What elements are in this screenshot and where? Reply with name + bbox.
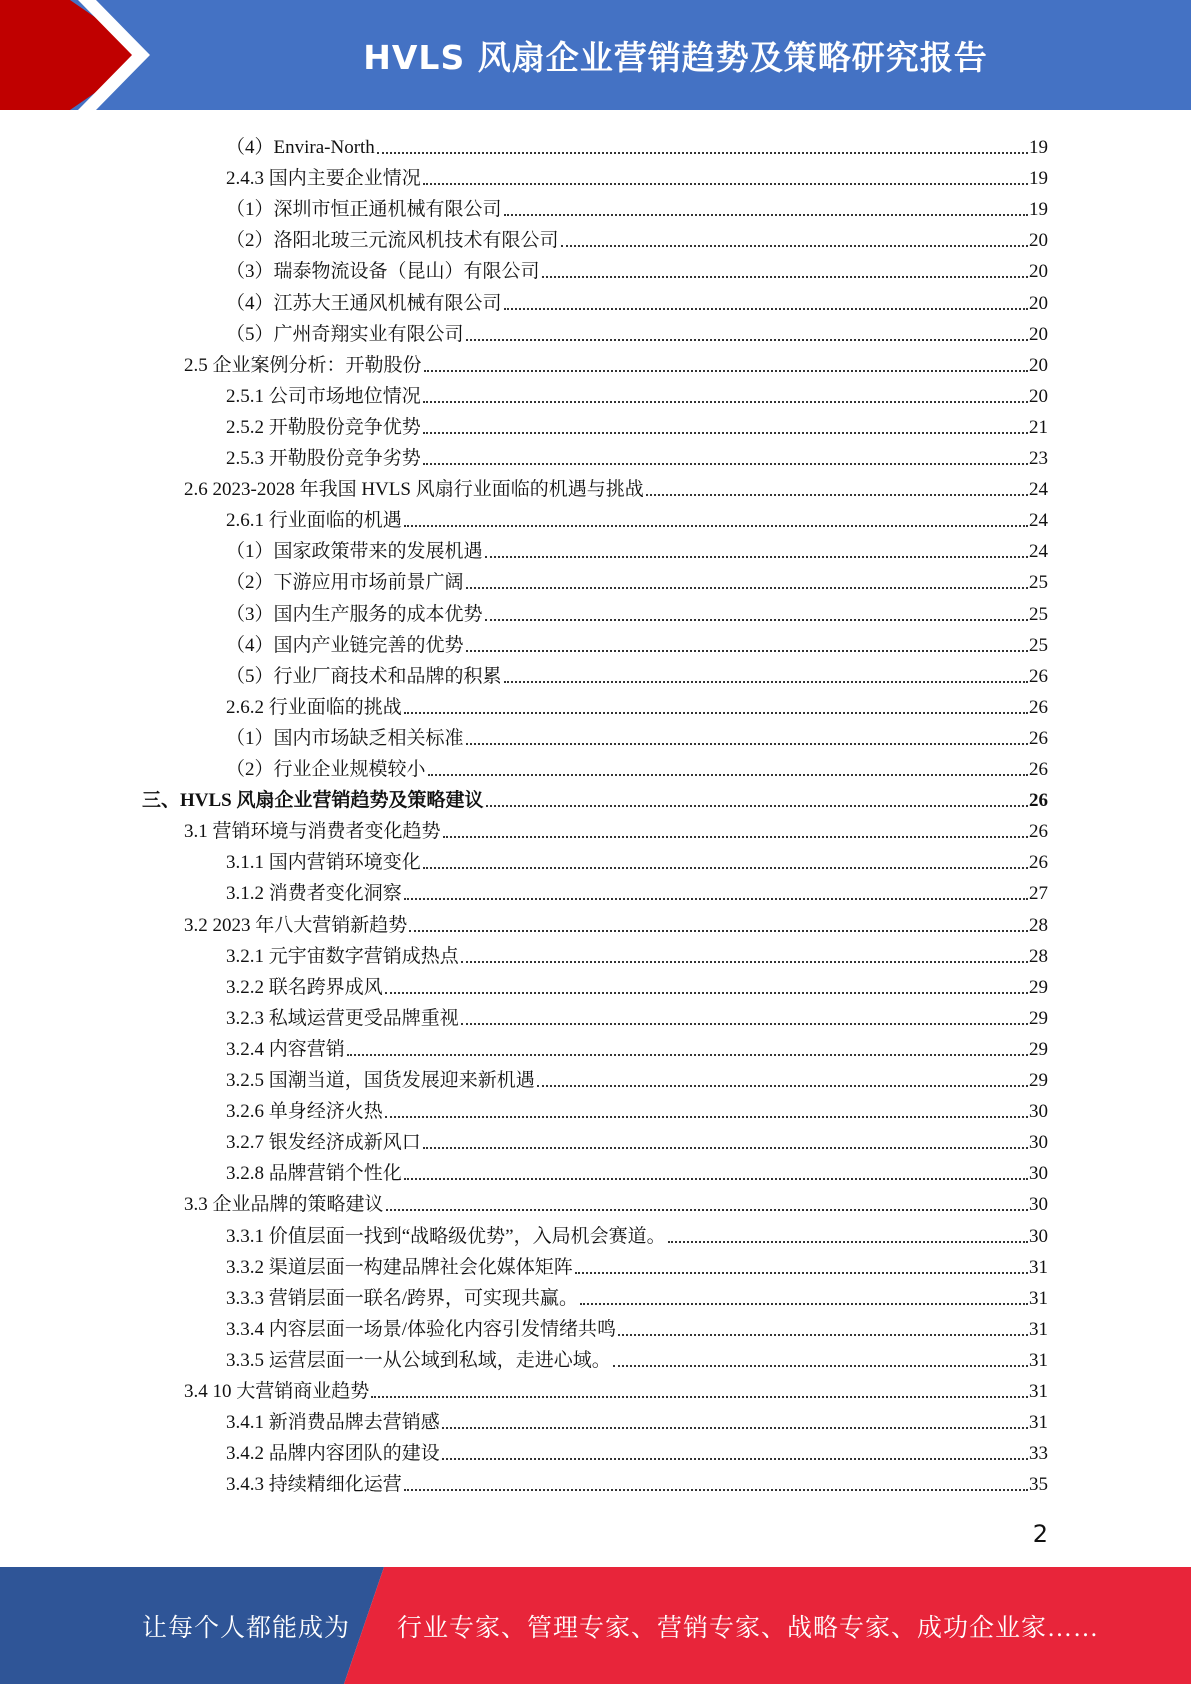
toc-entry[interactable]: [226, 843, 1048, 874]
toc-dot-leader: [428, 774, 1028, 776]
toc-entry-page: 25: [1029, 603, 1048, 625]
toc-entry[interactable]: [226, 1248, 1048, 1279]
toc-entry[interactable]: [226, 719, 1048, 750]
toc-dot-leader: [618, 1334, 1028, 1336]
toc-entry-title: 3.2.7 银发经济成新风口: [226, 1132, 421, 1154]
toc-entry-page: 26: [1029, 852, 1048, 874]
toc-entry-page: 20: [1029, 323, 1048, 345]
toc-entry-title: （2）下游应用市场前景广阔: [226, 572, 464, 594]
toc-entry[interactable]: [226, 439, 1048, 470]
toc-entry[interactable]: [226, 190, 1048, 221]
toc-dot-leader: [537, 1085, 1028, 1087]
toc-entry-page: 29: [1029, 1007, 1048, 1029]
toc-entry[interactable]: [226, 1279, 1048, 1310]
toc-entry-title: 2.6.2 行业面临的挑战: [226, 696, 402, 718]
toc-dot-leader: [561, 245, 1028, 247]
toc-entry[interactable]: [226, 128, 1048, 159]
toc-dot-leader: [668, 1241, 1028, 1243]
toc-dot-leader: [377, 152, 1028, 154]
toc-entry[interactable]: [226, 315, 1048, 346]
toc-entry-title: 3.3 企业品牌的策略建议: [184, 1194, 384, 1216]
toc-entry[interactable]: [226, 968, 1048, 999]
toc-entry-title: 3.3.1 价值层面一找到“战略级优势”，入局机会赛道。: [226, 1225, 666, 1247]
toc-entry-title: （2）行业企业规模较小: [226, 759, 426, 780]
toc-dot-leader: [424, 370, 1028, 372]
toc-entry-page: 20: [1029, 385, 1048, 407]
toc-entry-title: 3.3.3 营销层面一联名/跨界，可实现共赢。: [226, 1287, 579, 1309]
toc-entry-title: （4）国内产业链完善的优势: [226, 634, 464, 656]
toc-entry-title: （2）洛阳北玻三元流风机技术有限公司: [226, 230, 559, 252]
toc-entry-title: 3.1.1 国内营销环境变化: [226, 852, 421, 874]
toc-entry-title: 2.5.2 开勒股份竞争优势: [226, 416, 421, 438]
toc-dot-leader: [486, 805, 1029, 807]
toc-entry-page: 30: [1029, 1132, 1048, 1154]
toc-entry-title: （5）广州奇翔实业有限公司: [226, 323, 464, 345]
toc-entry-page: 26: [1029, 696, 1048, 718]
toc-entry-title: （5）行业厂商技术和品牌的积累: [226, 665, 502, 687]
toc-entry[interactable]: [184, 812, 1048, 843]
page-number: 2: [1032, 1520, 1048, 1548]
toc-entry-title: 3.2.4 内容营销: [226, 1038, 345, 1060]
toc-dot-leader: [404, 712, 1028, 714]
toc-entry-page: 35: [1029, 1474, 1048, 1496]
toc-dot-leader: [466, 650, 1028, 652]
page-header: [0, 0, 1191, 110]
toc-entry-page: 26: [1029, 665, 1048, 687]
toc-entry-page: 20: [1029, 261, 1048, 283]
toc-entry-title: 2.5.3 开勒股份竞争劣势: [226, 448, 421, 469]
toc-dot-leader: [613, 1365, 1028, 1367]
toc-entry[interactable]: [226, 1434, 1048, 1465]
toc-entry-title: 3.1.2 消费者变化洞察: [226, 883, 402, 905]
toc-dot-leader: [423, 432, 1028, 434]
toc-entry[interactable]: [226, 750, 1048, 781]
toc-entry[interactable]: [226, 408, 1048, 439]
toc-entry-title: 3.3.4 内容层面一场景/体验化内容引发情绪共鸣: [226, 1318, 617, 1340]
toc-entry-page: 31: [1029, 1318, 1048, 1340]
toc-entry-title: 三、HVLS 风扇企业营销趋势及策略建议: [142, 790, 484, 812]
footer-slogan-left: 让每个人都能成为: [142, 1614, 351, 1642]
toc-dot-leader: [542, 276, 1028, 278]
toc-dot-leader: [485, 556, 1028, 558]
toc-entry-page: 31: [1029, 1412, 1048, 1434]
toc-entry-title: 3.4 10 大营销商业趋势: [184, 1381, 370, 1402]
toc-entry-page: 31: [1029, 1287, 1048, 1309]
page-footer: [0, 1567, 1191, 1684]
toc-entry-page: 20: [1029, 230, 1048, 252]
toc-entry-title: 3.4.2 品牌内容团队的建设: [226, 1443, 440, 1465]
toc-entry-title: （1）国内市场缺乏相关标准: [226, 727, 464, 749]
toc-entry[interactable]: [226, 1403, 1048, 1434]
footer-slogan-right: 行业专家、管理专家、营销专家、战略专家、成功企业家……: [397, 1614, 1100, 1642]
toc-entry-page: 24: [1029, 510, 1048, 532]
toc-entry[interactable]: [226, 284, 1048, 315]
toc-entry-title: 3.2.2 联名跨界成风: [226, 976, 383, 998]
toc-entry-page: 27: [1029, 883, 1048, 905]
toc-entry-title: 3.3.2 渠道层面一构建品牌社会化媒体矩阵: [226, 1256, 573, 1278]
toc-entry-page: 19: [1029, 168, 1048, 190]
toc-entry-title: （3）国内生产服务的成本优势: [226, 603, 483, 625]
toc-dot-leader: [423, 463, 1028, 465]
toc-dot-leader: [404, 1178, 1028, 1180]
toc-entry-page: 28: [1029, 945, 1048, 967]
toc-dot-leader: [404, 525, 1028, 527]
toc-entry-page: 29: [1029, 976, 1048, 998]
toc-dot-leader: [504, 214, 1028, 216]
toc-dot-leader: [461, 961, 1028, 963]
toc-entry-page: 25: [1029, 572, 1048, 594]
toc-entry[interactable]: [226, 626, 1048, 657]
toc-dot-leader: [466, 743, 1028, 745]
toc-entry-title: （1）国家政策带来的发展机遇: [226, 541, 483, 563]
toc-entry-page: 24: [1029, 541, 1048, 563]
toc-entry-page: 29: [1029, 1070, 1048, 1091]
toc-entry[interactable]: [226, 657, 1048, 688]
toc-entry[interactable]: [226, 221, 1048, 252]
toc-entry-title: 3.2.3 私域运营更受品牌重视: [226, 1007, 459, 1029]
toc-entry-page: 26: [1029, 759, 1048, 780]
toc-entry-title: 3.1 营销环境与消费者变化趋势: [184, 821, 441, 843]
toc-dot-leader: [404, 1489, 1028, 1491]
toc-entry-page: 30: [1029, 1225, 1048, 1247]
toc-entry-page: 26: [1029, 790, 1048, 812]
toc-dot-leader: [404, 898, 1028, 900]
toc-entry[interactable]: [226, 595, 1048, 626]
toc-dot-leader: [385, 1116, 1028, 1118]
toc-entry-page: 20: [1029, 292, 1048, 314]
toc-dot-leader: [504, 308, 1028, 310]
toc-entry-page: 31: [1029, 1256, 1048, 1278]
toc-dot-leader: [461, 1023, 1028, 1025]
toc-dot-leader: [386, 1209, 1028, 1211]
toc-dot-leader: [504, 681, 1028, 683]
toc-dot-leader: [575, 1272, 1028, 1274]
toc-entry[interactable]: [226, 1465, 1048, 1496]
toc-entry[interactable]: [226, 937, 1048, 968]
toc-dot-leader: [442, 1427, 1028, 1429]
toc-entry[interactable]: [226, 532, 1048, 563]
toc-entry-page: 31: [1029, 1381, 1048, 1402]
toc-entry-title: 3.2.1 元宇宙数字营销成热点: [226, 945, 459, 967]
toc-entry[interactable]: [226, 1061, 1048, 1092]
toc-entry-page: 28: [1029, 914, 1048, 936]
toc-entry-title: 3.4.1 新消费品牌去营销感: [226, 1412, 440, 1434]
toc-entry-page: 30: [1029, 1101, 1048, 1123]
toc-entry[interactable]: [226, 999, 1048, 1030]
toc-entry-page: 26: [1029, 727, 1048, 749]
toc-entry[interactable]: [226, 252, 1048, 283]
toc-entry[interactable]: [184, 346, 1048, 377]
toc-entry[interactable]: [226, 501, 1048, 532]
toc-entry-page: 24: [1029, 479, 1048, 501]
toc-entry[interactable]: [226, 1092, 1048, 1123]
toc-dot-leader: [442, 1458, 1028, 1460]
toc-dot-leader: [423, 401, 1028, 403]
toc-entry-title: 2.4.3 国内主要企业情况: [226, 168, 421, 190]
toc-entry-title: 2.5.1 公司市场地位情况: [226, 385, 421, 407]
toc-dot-leader: [371, 1396, 1028, 1398]
toc-entry-title: 3.3.5 运营层面一一从公域到私域，走进心域。: [226, 1349, 611, 1371]
toc-entry[interactable]: [226, 874, 1048, 905]
toc-entry-page: 30: [1029, 1163, 1048, 1185]
report-title: HVLS 风扇企业营销趋势及策略研究报告: [363, 37, 988, 77]
toc-entry-page: 31: [1029, 1349, 1048, 1371]
toc-entry-page: 33: [1029, 1443, 1048, 1465]
toc-entry-title: 2.5 企业案例分析：开勒股份: [184, 354, 422, 376]
toc-entry[interactable]: [226, 1310, 1048, 1341]
toc-entry-title: 3.4.3 持续精细化运营: [226, 1474, 402, 1496]
toc-entry-page: 30: [1029, 1194, 1048, 1216]
toc-entry[interactable]: [184, 1372, 1048, 1403]
toc-entry-page: 19: [1029, 199, 1048, 221]
toc-entry[interactable]: [226, 1341, 1048, 1372]
toc-entry-page: 25: [1029, 634, 1048, 656]
toc-entry[interactable]: [226, 688, 1048, 719]
toc-entry[interactable]: [226, 1030, 1048, 1061]
red-arrow-shape: [0, 0, 150, 110]
toc-entry-title: （4）Envira-North: [226, 137, 375, 158]
toc-entry-title: 3.2.6 单身经济火热: [226, 1101, 383, 1123]
toc-entry-title: 2.6 2023-2028 年我国 HVLS 风扇行业面临的机遇与挑战: [184, 479, 644, 501]
toc-dot-leader: [443, 836, 1028, 838]
toc-dot-leader: [423, 183, 1028, 185]
toc-entry-title: 3.2.8 品牌营销个性化: [226, 1163, 402, 1185]
toc-entry-title: （3）瑞泰物流设备（昆山）有限公司: [226, 261, 540, 283]
toc-dot-leader: [409, 930, 1028, 932]
toc-dot-leader: [466, 339, 1028, 341]
toc-entry[interactable]: [226, 1123, 1048, 1154]
toc-entry[interactable]: [226, 1217, 1048, 1248]
toc-dot-leader: [466, 587, 1028, 589]
toc-entry[interactable]: [142, 781, 1048, 812]
toc-entry[interactable]: [184, 470, 1048, 501]
toc-entry-page: 20: [1029, 354, 1048, 376]
toc-dot-leader: [423, 1147, 1028, 1149]
toc-entry[interactable]: [226, 159, 1048, 190]
toc-entry-title: （1）深圳市恒正通机械有限公司: [226, 199, 502, 221]
toc-entry-page: 19: [1029, 137, 1048, 158]
toc-entry-title: 2.6.1 行业面临的机遇: [226, 510, 402, 532]
toc-dot-leader: [385, 992, 1028, 994]
toc-entry-page: 21: [1029, 416, 1048, 438]
toc-entry[interactable]: [226, 377, 1048, 408]
toc-entry[interactable]: [226, 563, 1048, 594]
toc-entry[interactable]: [184, 906, 1048, 937]
toc-entry-page: 26: [1029, 821, 1048, 843]
toc-dot-leader: [423, 867, 1028, 869]
toc-entry-page: 23: [1029, 448, 1048, 469]
toc-entry-title: 3.2 2023 年八大营销新趋势: [184, 914, 408, 936]
toc-dot-leader: [485, 619, 1028, 621]
toc-entry-title: （4）江苏大王通风机械有限公司: [226, 292, 502, 314]
toc-entry[interactable]: [184, 1185, 1048, 1216]
toc-dot-leader: [646, 494, 1028, 496]
toc-entry[interactable]: [226, 1154, 1048, 1185]
toc-entry-page: 29: [1029, 1038, 1048, 1060]
toc-dot-leader: [347, 1054, 1028, 1056]
toc-dot-leader: [580, 1303, 1028, 1305]
toc-entry-title: 3.2.5 国潮当道，国货发展迎来新机遇: [226, 1070, 535, 1091]
